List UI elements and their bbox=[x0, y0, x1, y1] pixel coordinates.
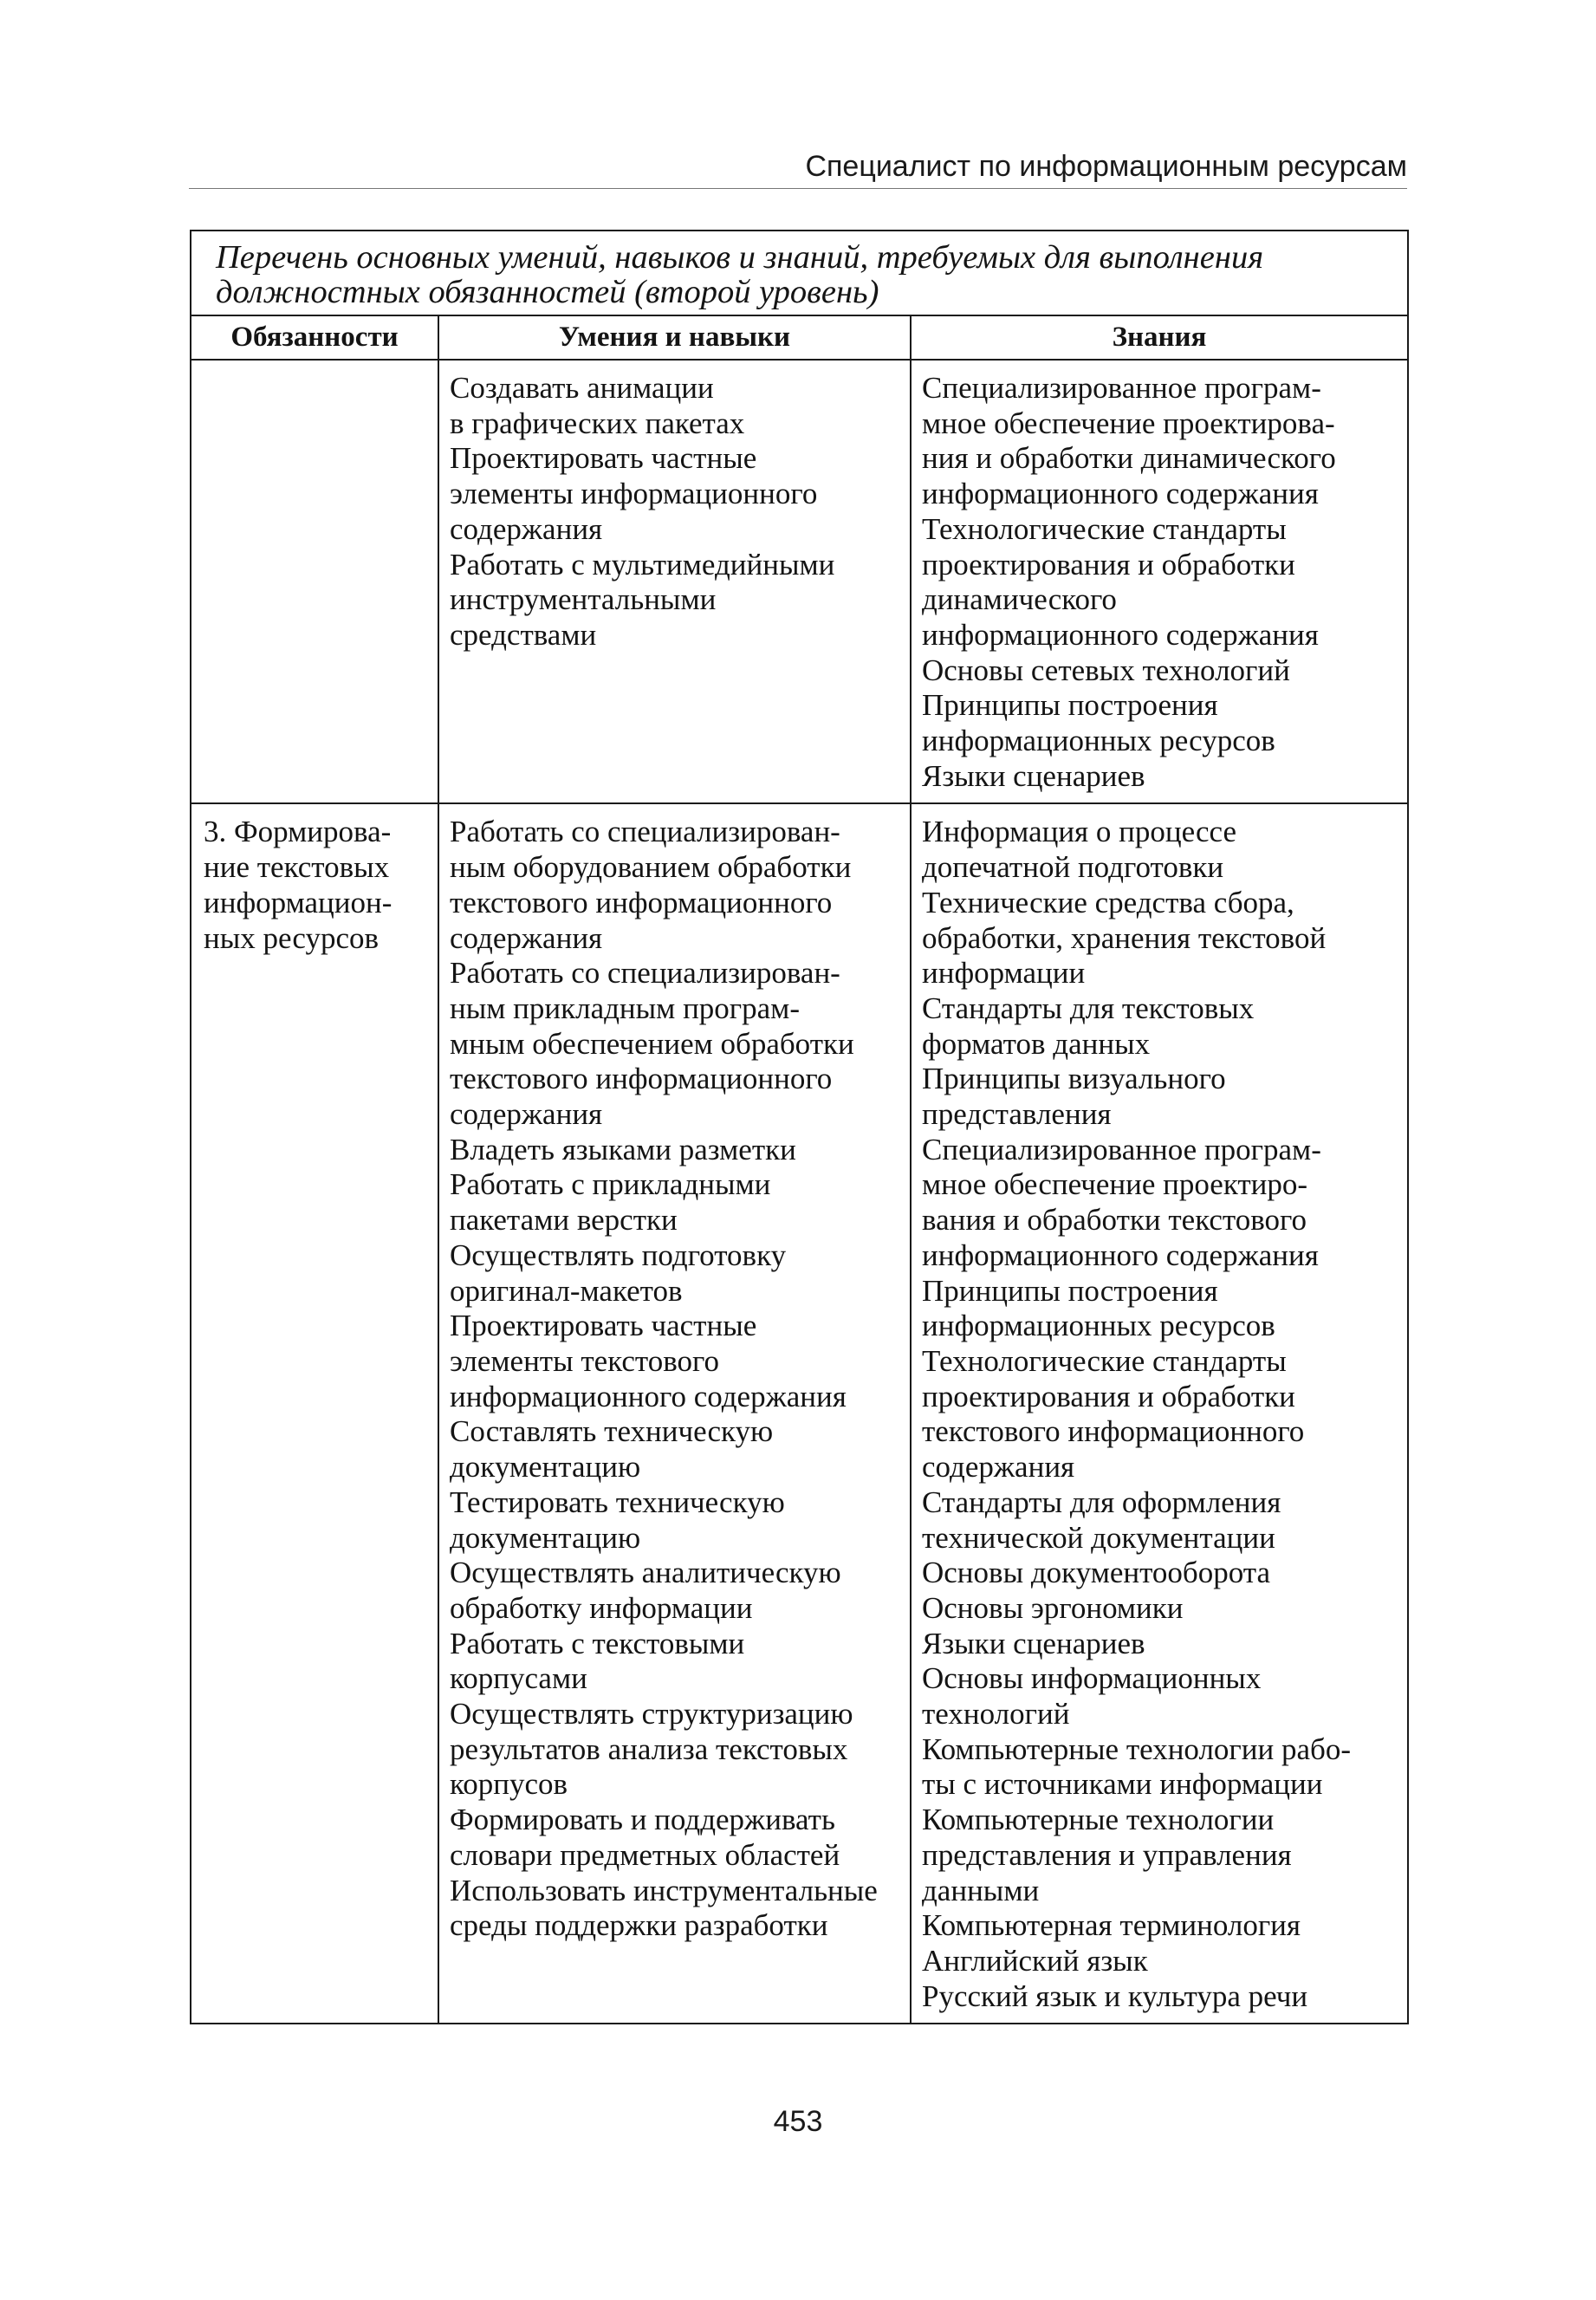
cell-line: Основы информационных bbox=[922, 1661, 1262, 1696]
cell-line: элементы информационного bbox=[450, 477, 818, 511]
cell-line: Составлять техническую bbox=[450, 1414, 774, 1449]
table-row bbox=[191, 360, 1408, 803]
cell-line: Тестировать техническую bbox=[450, 1485, 785, 1519]
cell-line: технической документации bbox=[922, 1520, 1275, 1555]
cell-line: Специализированное програм- bbox=[922, 371, 1321, 405]
cell-line: Создавать анимации bbox=[450, 371, 714, 405]
cell-line: ния и обработки динамического bbox=[922, 441, 1336, 476]
table-header-row bbox=[191, 315, 1408, 360]
cell-line: ты с источниками информации bbox=[922, 1767, 1323, 1802]
cell-line: Осуществлять аналитическую bbox=[450, 1556, 841, 1590]
cell-line: пакетами верстки bbox=[450, 1203, 678, 1238]
cell-line: результатов анализа текстовых bbox=[450, 1731, 848, 1766]
cell-line: средствами bbox=[450, 617, 597, 652]
cell-line: Принципы построения bbox=[922, 688, 1218, 723]
cell-line: Технологические стандарты bbox=[922, 511, 1287, 546]
cell-line: мное обеспечение проектирова- bbox=[922, 406, 1335, 440]
column-header-knowledge: Знания bbox=[911, 315, 1408, 360]
cell-line: информационного содержания bbox=[922, 617, 1319, 652]
cell-line: Компьютерная терминология bbox=[922, 1908, 1301, 1943]
cell-line: информационного содержания bbox=[922, 477, 1319, 511]
cell-line: обработку информации bbox=[450, 1590, 753, 1625]
cell-line: Английский язык bbox=[922, 1943, 1148, 1978]
cell-line: Осуществлять подготовку bbox=[450, 1238, 787, 1272]
knowledge-cell bbox=[911, 803, 1408, 2024]
table-caption bbox=[191, 231, 1408, 315]
cell-line: Проектировать частные bbox=[450, 441, 757, 476]
cell-line: текстового информационного bbox=[922, 1414, 1305, 1449]
cell-line: содержания bbox=[450, 511, 603, 546]
cell-line: документацию bbox=[450, 1450, 641, 1485]
cell-line: в графических пакетах bbox=[450, 406, 745, 440]
cell-line: допечатной подготовки bbox=[922, 850, 1224, 885]
skills-knowledge-table bbox=[190, 230, 1409, 2024]
cell-line: ние текстовых bbox=[204, 850, 390, 885]
cell-line: инструментальными bbox=[450, 582, 717, 617]
cell-line: Работать со специализирован- bbox=[450, 956, 840, 991]
cell-line: информации bbox=[922, 956, 1086, 991]
cell-line: ным прикладным програм- bbox=[450, 991, 800, 1025]
cell-line: Работать с прикладными bbox=[450, 1167, 771, 1202]
column-header-duties: Обязанности bbox=[191, 315, 438, 360]
cell-line: Языки сценариев bbox=[922, 1626, 1145, 1660]
cell-line: Информация о процессе bbox=[922, 815, 1237, 849]
cell-line: Использовать инструментальные bbox=[450, 1873, 878, 1907]
cell-line: Принципы визуального bbox=[922, 1062, 1226, 1096]
cell-line: текстового информационного bbox=[450, 885, 833, 919]
cell-line: корпусов bbox=[450, 1767, 568, 1802]
cell-line: информационного содержания bbox=[450, 1379, 847, 1413]
cell-line: Основы документооборота bbox=[922, 1556, 1271, 1590]
cell-line: информационных ресурсов bbox=[922, 1309, 1275, 1343]
cell-line: вания и обработки текстового bbox=[922, 1203, 1307, 1238]
cell-line: Принципы построения bbox=[922, 1273, 1218, 1308]
cell-line: Основы эргономики bbox=[922, 1590, 1184, 1625]
cell-line: проектирования и обработки bbox=[922, 547, 1295, 581]
cell-line: ных ресурсов bbox=[204, 920, 380, 955]
table-row bbox=[191, 803, 1408, 2024]
cell-line: проектирования и обработки bbox=[922, 1379, 1295, 1413]
cell-line: Формировать и поддерживать bbox=[450, 1803, 835, 1837]
cell-line: Проектировать частные bbox=[450, 1309, 757, 1343]
cell-line: среды поддержки разработки bbox=[450, 1908, 828, 1943]
cell-line: Работать со специализирован- bbox=[450, 815, 840, 849]
skills-cell bbox=[438, 360, 911, 803]
cell-line: информационного содержания bbox=[922, 1238, 1319, 1272]
cell-line: ным оборудованием обработки bbox=[450, 850, 852, 885]
cell-line: Русский язык и культура речи bbox=[922, 1978, 1308, 2013]
column-header-skills: Умения и навыки bbox=[438, 315, 911, 360]
cell-line: оригинал-макетов bbox=[450, 1273, 683, 1308]
cell-line: Технологические стандарты bbox=[922, 1343, 1287, 1378]
cell-line: документацию bbox=[450, 1520, 641, 1555]
cell-line: Языки сценариев bbox=[922, 758, 1145, 793]
cell-line: Осуществлять структуризацию bbox=[450, 1697, 853, 1731]
cell-line: представления bbox=[922, 1097, 1112, 1132]
cell-line: динамического bbox=[922, 582, 1117, 617]
header-divider bbox=[189, 188, 1407, 189]
cell-line: словари предметных областей bbox=[450, 1837, 840, 1872]
duties-cell bbox=[191, 803, 438, 2024]
cell-line: представления и управления bbox=[922, 1837, 1292, 1872]
cell-line: мным обеспечением обработки bbox=[450, 1026, 854, 1061]
cell-line: Технические средства сбора, bbox=[922, 885, 1294, 919]
cell-line: элементы текстового bbox=[450, 1343, 719, 1378]
running-head: Специалист по информационным ресурсам bbox=[805, 150, 1407, 183]
caption-line: Перечень основных умений, навыков и знаний, требуемых для выполнения bbox=[216, 239, 1264, 276]
cell-line: Компьютерные технологии рабо- bbox=[922, 1731, 1351, 1766]
page-number: 453 bbox=[773, 2105, 823, 2138]
cell-line: Основы сетевых технологий bbox=[922, 653, 1290, 687]
table-caption-row bbox=[191, 231, 1408, 315]
cell-line: Стандарты для оформления bbox=[922, 1485, 1281, 1519]
cell-line: Работать с текстовыми bbox=[450, 1626, 745, 1660]
cell-line: содержания bbox=[450, 1097, 603, 1132]
cell-line: Компьютерные технологии bbox=[922, 1803, 1275, 1837]
cell-line: содержания bbox=[450, 920, 603, 955]
cell-line: корпусами bbox=[450, 1661, 587, 1696]
cell-line: технологий bbox=[922, 1697, 1070, 1731]
duties-cell bbox=[191, 360, 438, 803]
cell-line: информацион- bbox=[204, 885, 393, 919]
cell-line: обработки, хранения текстовой bbox=[922, 920, 1327, 955]
cell-line: данными bbox=[922, 1873, 1040, 1907]
cell-line: Специализированное програм- bbox=[922, 1132, 1321, 1166]
cell-line: форматов данных bbox=[922, 1026, 1151, 1061]
cell-line: Владеть языками разметки bbox=[450, 1132, 796, 1166]
cell-line: мное обеспечение проектиро- bbox=[922, 1167, 1308, 1202]
cell-line: Стандарты для текстовых bbox=[922, 991, 1255, 1025]
caption-line: должностных обязанностей (второй уровень) bbox=[216, 274, 879, 310]
skills-cell bbox=[438, 803, 911, 2024]
knowledge-cell bbox=[911, 360, 1408, 803]
cell-line: 3. Формирова- bbox=[204, 815, 392, 849]
cell-line: информационных ресурсов bbox=[922, 724, 1275, 758]
cell-line: содержания bbox=[922, 1450, 1075, 1485]
cell-line: Работать с мультимедийными bbox=[450, 547, 835, 581]
cell-line: текстового информационного bbox=[450, 1062, 833, 1096]
